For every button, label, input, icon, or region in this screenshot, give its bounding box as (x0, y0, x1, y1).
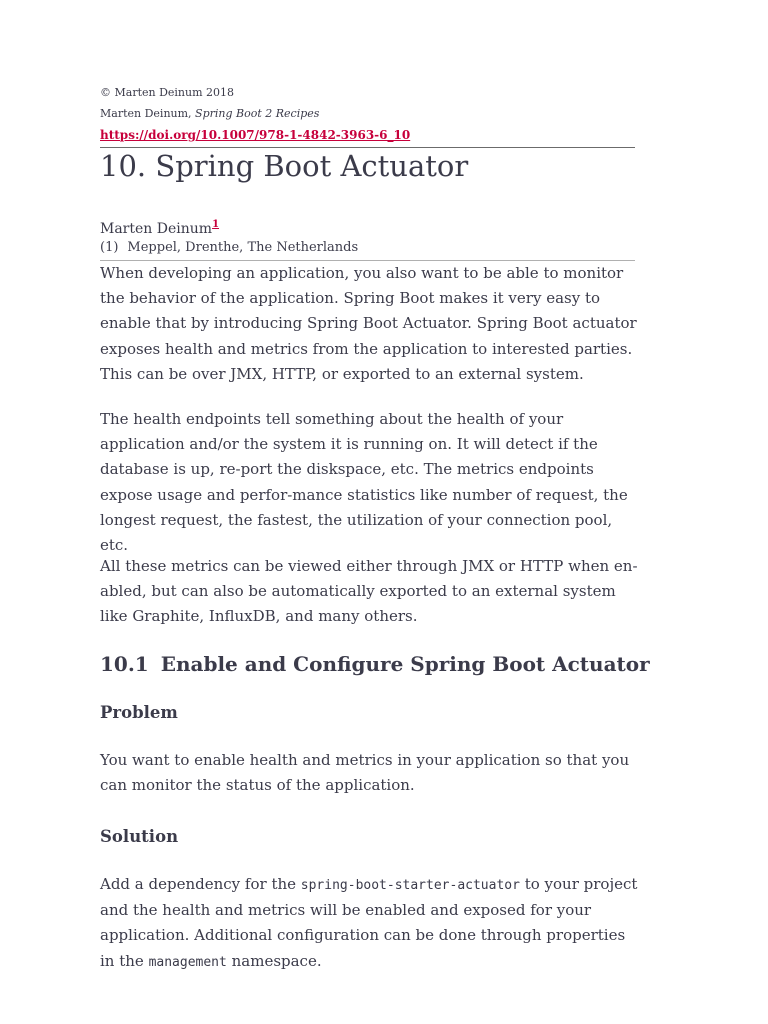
intro-paragraph-3: All these metrics can be viewed either through JMX or HTTP when en-abled, but can also be automatically exported to an external system like Graphite, InfluxDB, and many others. (100, 557, 638, 626)
title-divider (100, 147, 635, 148)
chapter-title: 10. Spring Boot Actuator (100, 149, 469, 183)
citation-line (100, 107, 319, 120)
solution-text-2: to your project and the health and metrics will be enabled and exposed for your application. Additional configuration can be done through properties in the (100, 875, 638, 970)
solution-paragraph (100, 872, 640, 975)
intro-paragraph-2: The health endpoints tell something about the health of your application and/or the system it is running on. It will detect if the database is up, re-port the diskspace, etc. The metrics endpoints expose usage and perfor-mance statistics like number of request, the longest request, the fastest, the utilization of your connection pool, etc. (100, 410, 628, 555)
affiliation-text: Meppel, Drenthe, The Netherlands (127, 240, 359, 255)
solution-heading: Solution (100, 827, 179, 846)
affiliation-number: (1) (100, 240, 119, 255)
section-heading (100, 652, 650, 676)
author-name: Marten Deinum (100, 221, 213, 237)
author-line (100, 219, 219, 237)
intro-paragraph-1: When developing an application, you also want to be able to monitor the behavior of the application. Spring Boot makes it very easy to enable that by introducing Spring Boot Actuator. Spring Boot actuator exposes health and metrics from the application to interested parties. This can be over JMX, HTTP, or exported to an external system. (100, 264, 637, 383)
citation-book-title: Spring Boot 2 Recipes (195, 107, 320, 120)
section-number: 10.1 (100, 652, 149, 676)
section-title-text: Enable and Configure Spring Boot Actuator (160, 652, 650, 676)
copyright-line: © Marten Deinum 2018 (100, 86, 235, 99)
solution-text-3: namespace. (226, 951, 322, 970)
problem-paragraph: You want to enable health and metrics in your application so that you can monitor the status of the application. (100, 751, 630, 795)
problem-heading: Problem (100, 703, 178, 722)
solution-code-artifact: spring-boot-starter-actuator (300, 878, 520, 893)
solution-text-1: Add a dependency for the (100, 875, 301, 893)
citation-author: Marten Deinum, (100, 107, 196, 120)
affiliation-line (100, 240, 358, 255)
doi-link[interactable]: https://doi.org/10.1007/978-1-4842-3963-6_10 (100, 128, 411, 142)
author-footnote-link[interactable]: 1 (212, 219, 220, 230)
solution-code-namespace: management (148, 954, 227, 970)
